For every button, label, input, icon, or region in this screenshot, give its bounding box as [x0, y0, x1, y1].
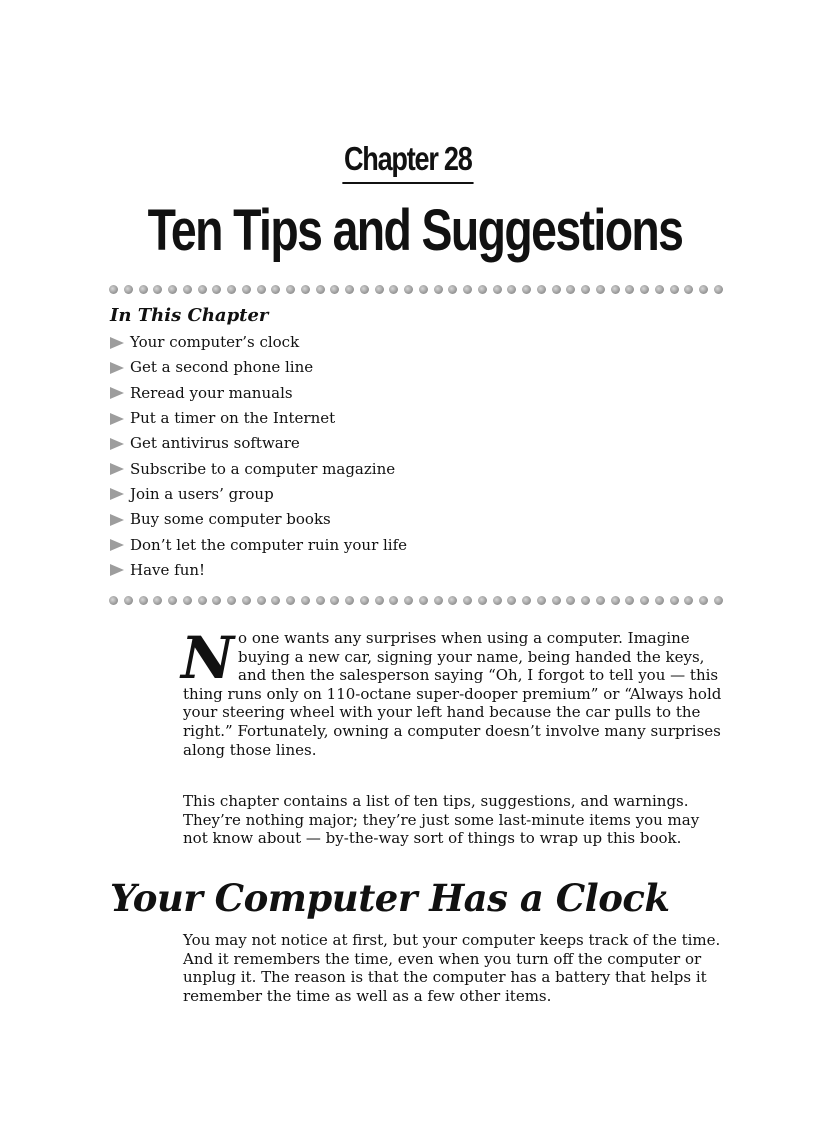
- divider-dot: [153, 596, 162, 605]
- divider-dot: [404, 285, 413, 294]
- divider-dot: [611, 285, 620, 294]
- section-heading: Your Computer Has a Clock: [110, 876, 670, 920]
- arrow-bullet-icon: [110, 514, 124, 526]
- divider-dot: [714, 596, 723, 605]
- divider-dot: [596, 285, 605, 294]
- arrow-bullet-icon: [110, 337, 124, 349]
- divider-dot: [316, 285, 325, 294]
- chapter-topic-item: [110, 558, 407, 583]
- divider-dot: [493, 285, 502, 294]
- divider-dot: [625, 596, 634, 605]
- divider-dot: [183, 285, 192, 294]
- divider-dot: [478, 596, 487, 605]
- arrow-bullet-icon: [110, 413, 124, 425]
- divider-dot: [389, 596, 398, 605]
- divider-dot: [271, 596, 280, 605]
- divider-dot: [212, 285, 221, 294]
- divider-dot: [699, 596, 708, 605]
- divider-dot: [419, 285, 428, 294]
- divider-dot: [714, 285, 723, 294]
- divider-dot: [198, 285, 207, 294]
- arrow-bullet-icon: [110, 438, 124, 450]
- chapter-topic-item: [110, 431, 407, 456]
- divider-dot: [345, 596, 354, 605]
- divider-dot: [286, 596, 295, 605]
- dotted-divider-bottom: [109, 594, 723, 606]
- divider-dot: [448, 596, 457, 605]
- divider-dot: [301, 596, 310, 605]
- divider-dot: [227, 596, 236, 605]
- chapter-topics-list: [110, 330, 407, 583]
- chapter-topic-text: Don’t let the computer ruin your life: [130, 535, 408, 554]
- divider-dot: [212, 596, 221, 605]
- chapter-topic-text: Join a users’ group: [130, 484, 274, 503]
- divider-dot: [183, 596, 192, 605]
- divider-dot: [596, 596, 605, 605]
- section-paragraph: You may not notice at first, but your computer keeps track of the time. And it remembers the time, even when you turn off the computer or unplug it. The reason is that the computer has a battery that helps it remember the time as well as a few other items.: [183, 931, 721, 1005]
- divider-dot: [360, 596, 369, 605]
- arrow-bullet-icon: [110, 387, 124, 399]
- chapter-topic-item: [110, 456, 407, 481]
- divider-dot: [670, 285, 679, 294]
- divider-dot: [434, 285, 443, 294]
- divider-dot: [168, 285, 177, 294]
- divider-dot: [330, 596, 339, 605]
- in-this-chapter-heading: In This Chapter: [110, 305, 269, 326]
- divider-dot: [434, 596, 443, 605]
- divider-dot: [537, 285, 546, 294]
- divider-dot: [655, 285, 664, 294]
- arrow-bullet-icon: [110, 488, 124, 500]
- divider-dot: [522, 596, 531, 605]
- divider-dot: [404, 596, 413, 605]
- divider-dot: [640, 596, 649, 605]
- divider-dot: [684, 596, 693, 605]
- divider-dot: [463, 596, 472, 605]
- divider-dot: [109, 596, 118, 605]
- divider-dot: [611, 596, 620, 605]
- arrow-bullet-icon: [110, 539, 124, 551]
- divider-dot: [109, 285, 118, 294]
- chapter-topic-item: [110, 507, 407, 532]
- divider-dot: [330, 285, 339, 294]
- divider-dot: [242, 596, 251, 605]
- divider-dot: [301, 285, 310, 294]
- intro-paragraph-1-text: o one wants any surprises when using a computer. Imagine buying a new car, signing your name, being handed the keys, and then the salesperson saying “Oh, I forgot to tell you — this thing runs only on 110-octane super-dooper premium” or “Always hold your steering wheel with your left hand because the car pulls to the right.” Fortunately, owning a computer doesn’t involve many surprises along those lines.: [183, 629, 722, 759]
- divider-dot: [507, 285, 516, 294]
- divider-dot: [463, 285, 472, 294]
- arrow-bullet-icon: [110, 463, 124, 475]
- divider-dot: [257, 285, 266, 294]
- chapter-topic-text: Reread your manuals: [130, 383, 293, 402]
- intro-paragraph-1: [181, 624, 728, 759]
- divider-dot: [198, 596, 207, 605]
- drop-cap: N: [181, 624, 235, 692]
- chapter-title: Ten Tips and Suggestions: [147, 198, 683, 263]
- divider-dot: [522, 285, 531, 294]
- divider-dot: [375, 596, 384, 605]
- divider-dot: [153, 285, 162, 294]
- divider-dot: [345, 285, 354, 294]
- arrow-bullet-icon: [110, 362, 124, 374]
- divider-dot: [625, 285, 634, 294]
- divider-dot: [537, 596, 546, 605]
- divider-dot: [507, 596, 516, 605]
- divider-dot: [655, 596, 664, 605]
- divider-dot: [640, 285, 649, 294]
- divider-dot: [316, 596, 325, 605]
- arrow-bullet-icon: [110, 564, 124, 576]
- chapter-topic-item: [110, 406, 407, 431]
- divider-dot: [139, 596, 148, 605]
- chapter-topic-text: Get a second phone line: [130, 358, 314, 377]
- divider-dot: [684, 285, 693, 294]
- divider-dot: [699, 285, 708, 294]
- divider-dot: [375, 285, 384, 294]
- chapter-topic-text: Get antivirus software: [130, 434, 300, 453]
- chapter-topic-text: Your computer’s clock: [130, 333, 300, 352]
- divider-dot: [566, 596, 575, 605]
- chapter-topic-item: [110, 330, 407, 355]
- dotted-divider-top: [109, 283, 723, 295]
- divider-dot: [271, 285, 280, 294]
- divider-dot: [581, 285, 590, 294]
- chapter-topic-item: [110, 532, 407, 557]
- chapter-topic-text: Subscribe to a computer magazine: [130, 459, 396, 478]
- chapter-topic-text: Put a timer on the Internet: [130, 409, 336, 428]
- divider-dot: [242, 285, 251, 294]
- divider-dot: [360, 285, 369, 294]
- divider-dot: [566, 285, 575, 294]
- divider-dot: [552, 285, 561, 294]
- divider-dot: [257, 596, 266, 605]
- divider-dot: [448, 285, 457, 294]
- chapter-topic-item: [110, 381, 407, 406]
- divider-dot: [286, 285, 295, 294]
- chapter-number-text: Chapter 28: [343, 138, 474, 184]
- divider-dot: [124, 285, 133, 294]
- chapter-topic-item: [110, 482, 407, 507]
- divider-dot: [389, 285, 398, 294]
- divider-dot: [227, 285, 236, 294]
- chapter-topic-item: [110, 355, 407, 380]
- chapter-number: [0, 138, 816, 184]
- divider-dot: [168, 596, 177, 605]
- divider-dot: [478, 285, 487, 294]
- divider-dot: [552, 596, 561, 605]
- intro-paragraph-2: This chapter contains a list of ten tips, suggestions, and warnings. They’re nothing major; they’re just some last-minute items you may not know about — by-the-way sort of things to wrap up this book.: [183, 792, 700, 848]
- divider-dot: [139, 285, 148, 294]
- divider-dot: [419, 596, 428, 605]
- divider-dot: [124, 596, 133, 605]
- divider-dot: [493, 596, 502, 605]
- chapter-topic-text: Have fun!: [130, 560, 206, 579]
- divider-dot: [670, 596, 679, 605]
- divider-dot: [581, 596, 590, 605]
- chapter-topic-text: Buy some computer books: [130, 510, 331, 529]
